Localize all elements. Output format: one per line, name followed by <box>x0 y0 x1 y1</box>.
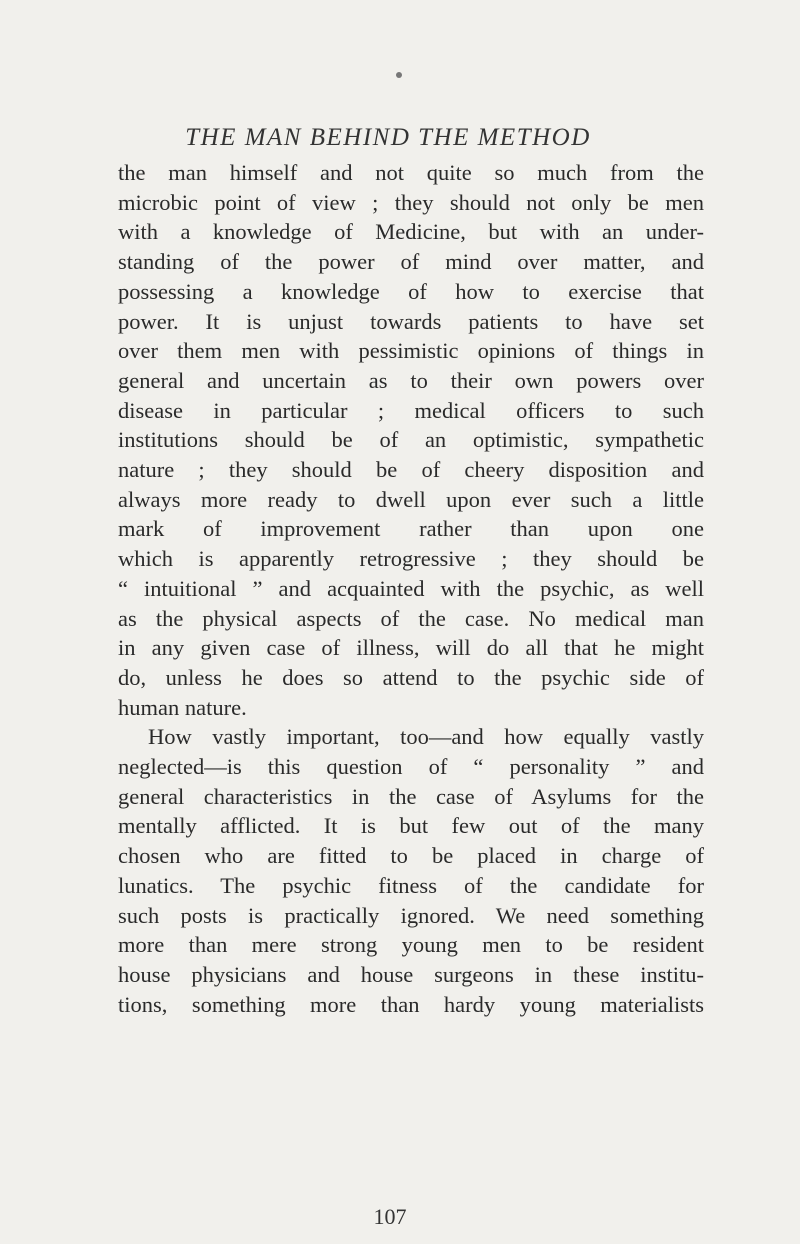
text-line: “ intuitional ” and acquainted with the psychic, as well <box>118 575 704 601</box>
text-line: do, unless he does so attend to the psychic side of <box>118 664 704 690</box>
text-line: with a knowledge of Medicine, but with an under- <box>118 219 704 245</box>
text-line: more than mere strong young men to be resident <box>118 932 704 958</box>
text-line: power. It is unjust towards patients to have set <box>118 308 704 334</box>
text-line: lunatics. The psychic fitness of the candidate for <box>118 872 704 898</box>
body-text <box>118 158 704 1019</box>
ink-speck <box>396 72 402 78</box>
paragraph <box>118 722 704 1019</box>
text-line: disease in particular ; medical officers to such <box>118 397 704 423</box>
text-line: How vastly important, too—and how equally vastly <box>148 724 704 750</box>
text-line: always more ready to dwell upon ever such a little <box>118 486 704 512</box>
text-line: microbic point of view ; they should not only be men <box>118 189 704 215</box>
text-line: which is apparently retrogressive ; they should be <box>118 546 704 572</box>
text-line: the man himself and not quite so much from the <box>118 160 704 185</box>
text-line: over them men with pessimistic opinions of things in <box>118 338 704 364</box>
text-line: house physicians and house surgeons in these institu- <box>118 961 704 987</box>
text-line: possessing a knowledge of how to exercise that <box>118 278 704 304</box>
text-line: mark of improvement rather than upon one <box>118 516 704 542</box>
text-line: in any given case of illness, will do all that he might <box>118 635 704 661</box>
text-line: standing of the power of mind over matter, and <box>118 249 704 275</box>
text-line: neglected—is this question of “ personality ” and <box>118 754 704 780</box>
text-line: general characteristics in the case of Asylums for the <box>118 783 704 809</box>
text-line: human nature. <box>118 694 247 720</box>
text-line: as the physical aspects of the case. No medical man <box>118 605 704 631</box>
text-line: general and uncertain as to their own powers over <box>118 367 704 393</box>
running-head: THE MAN BEHIND THE METHOD <box>185 124 591 151</box>
text-line: institutions should be of an optimistic, sympathetic <box>118 427 704 453</box>
paragraph <box>118 158 704 722</box>
text-line: nature ; they should be of cheery disposition and <box>118 457 704 483</box>
text-line: tions, something more than hardy young materialists <box>118 991 704 1017</box>
text-line: chosen who are fitted to be placed in charge of <box>118 843 704 869</box>
page-number: 107 <box>373 1204 407 1229</box>
text-line: such posts is practically ignored. We need something <box>118 902 704 928</box>
text-line: mentally afflicted. It is but few out of the many <box>118 813 704 839</box>
